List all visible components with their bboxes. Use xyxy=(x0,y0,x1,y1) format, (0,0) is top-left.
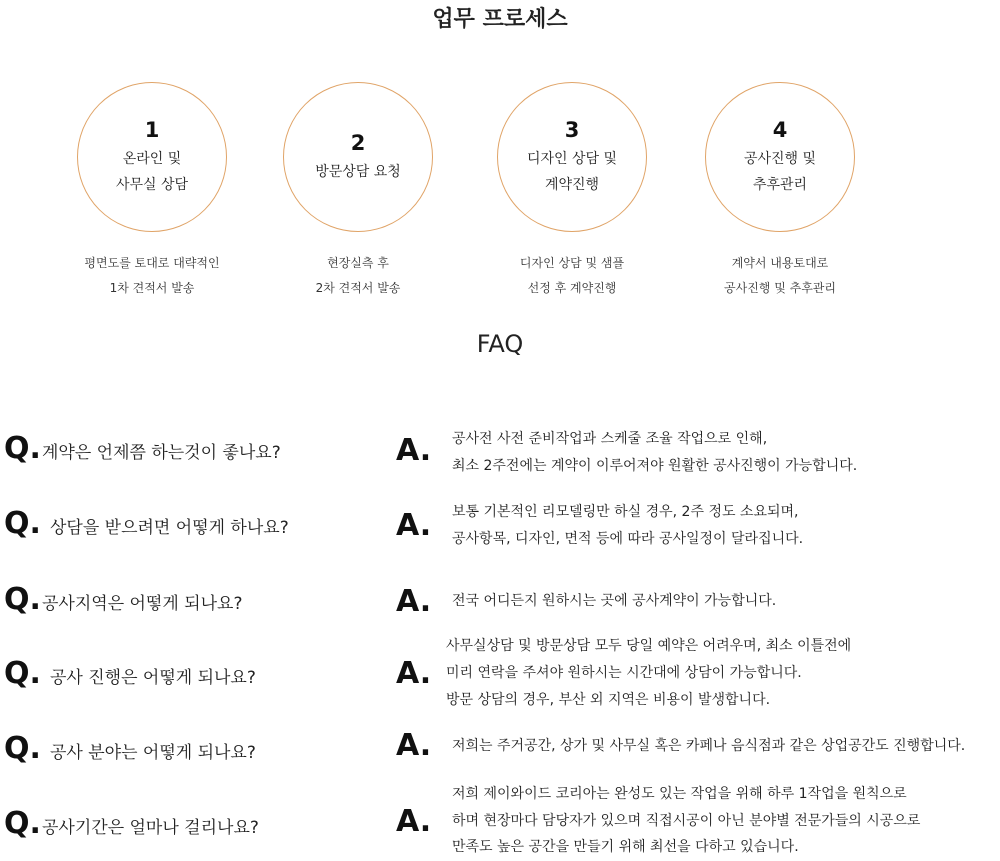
process-step-1 xyxy=(77,82,227,232)
faq-answer-line: 공사전 사전 준비작업과 스케줄 조율 작업으로 인해, xyxy=(452,431,768,447)
faq-answer-line: 만족도 높은 공간을 만들기 위해 최선을 다하고 있습니다. xyxy=(452,839,799,855)
step-name: 온라인 및 사무실 상담 xyxy=(115,151,189,193)
process-step-2 xyxy=(283,82,433,232)
process-title: 업무 프로세스 xyxy=(432,7,568,32)
question-mark: Q. xyxy=(4,731,41,766)
answer-mark: A. xyxy=(396,508,432,543)
process-step-3 xyxy=(497,82,647,232)
faq-answer-line: 하며 현장마다 담당자가 있으며 직접시공이 아닌 분야별 전문가들의 시공으로 xyxy=(452,813,921,829)
step-name: 공사진행 및 추후관리 xyxy=(743,151,817,193)
question-mark: Q. xyxy=(4,656,41,691)
answer-mark: A. xyxy=(396,728,432,763)
faq-answer-line: 전국 어디든지 원하시는 곳에 공사계약이 가능합니다. xyxy=(452,593,777,609)
question-mark: Q. xyxy=(4,431,41,466)
faq-question: 공사 진행은 어떻게 되나요? xyxy=(50,668,256,688)
faq-title: FAQ xyxy=(476,330,524,358)
step-name: 방문상담 요청 xyxy=(315,164,401,180)
faq-answer-line: 사무실상담 및 방문상담 모두 당일 예약은 어려우며, 최소 이틀전에 xyxy=(446,638,852,654)
faq-question: 공사 분야는 어떻게 되나요? xyxy=(50,743,256,763)
faq-answer-line: 미리 연락을 주셔야 원하시는 시간대에 상담이 가능합니다. xyxy=(446,665,802,681)
step-name: 디자인 상담 및 계약진행 xyxy=(526,151,618,193)
answer-mark: A. xyxy=(396,433,432,468)
step-description: 평면도를 토대로 대략적인 1차 견적서 발송 xyxy=(84,256,220,295)
process-step-4 xyxy=(705,82,855,232)
question-mark: Q. xyxy=(4,506,41,541)
question-mark: Q. xyxy=(4,582,41,617)
step-number: 3 xyxy=(564,118,580,142)
faq-question: 공사기간은 얼마나 걸리나요? xyxy=(42,818,259,838)
faq-answer-line: 공사항목, 디자인, 면적 등에 따라 공사일정이 달라집니다. xyxy=(452,531,804,547)
step-number: 1 xyxy=(144,118,160,142)
step-number: 4 xyxy=(772,118,788,142)
faq-question: 상담을 받으려면 어떻게 하나요? xyxy=(50,518,289,538)
step-number: 2 xyxy=(350,131,366,155)
faq-answer-line: 보통 기본적인 리모델링만 하실 경우, 2주 정도 소요되며, xyxy=(452,504,799,520)
answer-mark: A. xyxy=(396,804,432,839)
step-description: 현장실측 후 2차 견적서 발송 xyxy=(315,256,401,295)
step-description: 계약서 내용토대로 공사진행 및 추후관리 xyxy=(724,256,836,295)
answer-mark: A. xyxy=(396,656,432,691)
faq-answer-line: 저희 제이와이드 코리아는 완성도 있는 작업을 위해 하루 1작업을 원칙으로 xyxy=(452,786,907,802)
faq-answer-line: 저희는 주거공간, 상가 및 사무실 혹은 카페나 음식점과 같은 상업공간도 진행합니다. xyxy=(452,738,966,754)
faq-question: 공사지역은 어떻게 되나요? xyxy=(42,594,243,614)
step-description: 디자인 상담 및 샘플 선정 후 계약진행 xyxy=(519,256,625,295)
faq-answer-line: 최소 2주전에는 계약이 이루어져야 원활한 공사진행이 가능합니다. xyxy=(452,458,858,474)
faq-answer-line: 방문 상담의 경우, 부산 외 지역은 비용이 발생합니다. xyxy=(446,692,771,708)
answer-mark: A. xyxy=(396,584,432,619)
question-mark: Q. xyxy=(4,806,41,841)
faq-question: 계약은 언제쯤 하는것이 좋나요? xyxy=(42,443,281,463)
